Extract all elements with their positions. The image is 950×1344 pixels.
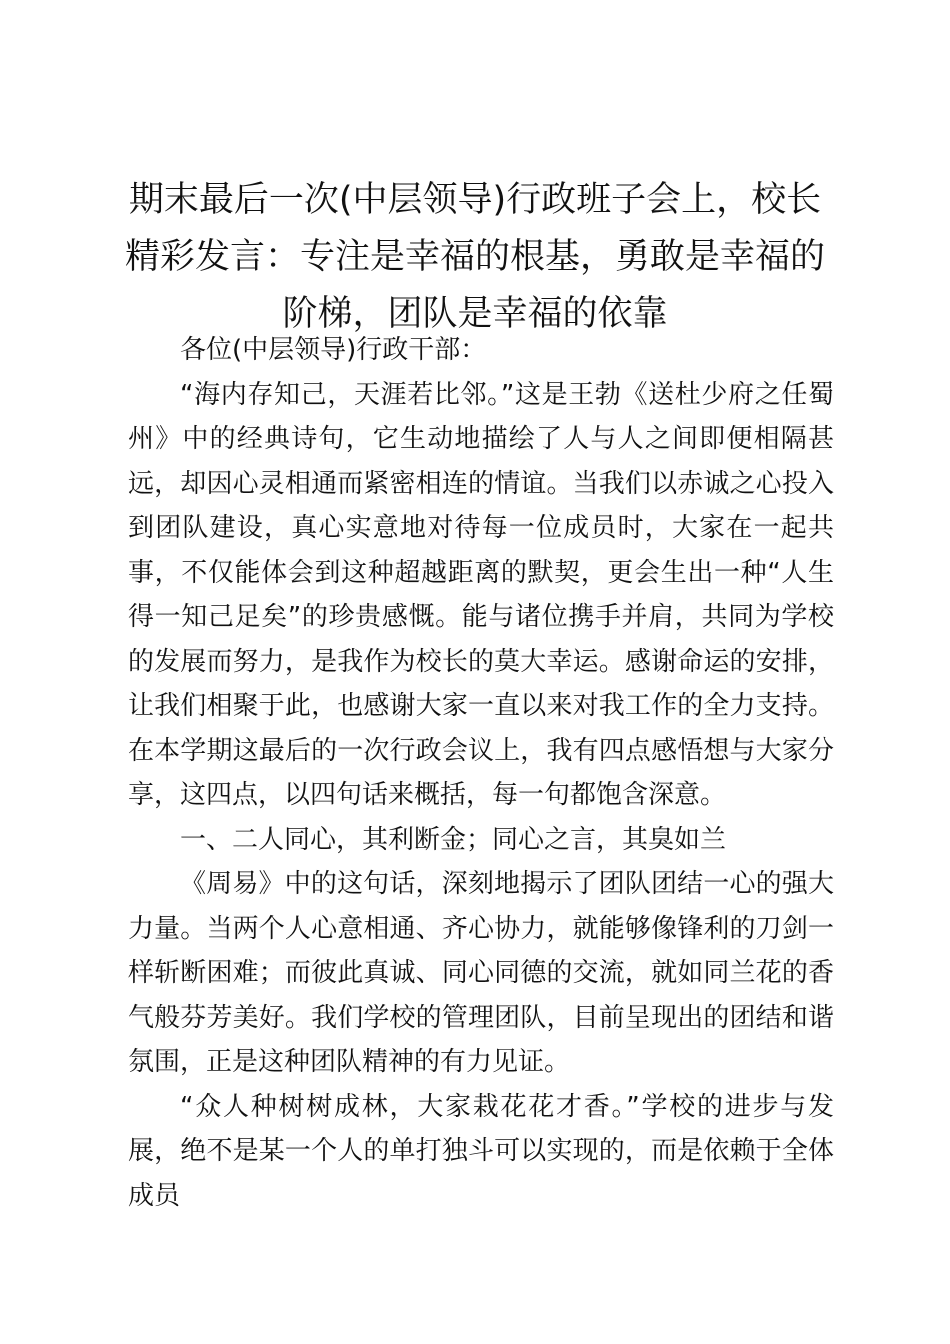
paragraph-intro: “海内存知己，天涯若比邻。”这是王勃《送杜少府之任蜀州》中的经典诗句，它生动地描绘了人与人之间即便相隔甚远，却因心灵相通而紧密相连的情谊。当我们以赤诚之心投入到团队建设，真心实意地对待每一位成员时，大家在一起共事，不仅能体会到这种超越距离的默契，更会生出一种“人生得一知己足矣”的珍贵感慨。能与诸位携手并肩，共同为学校的发展而努力，是我作为校长的莫大幸运。感谢命运的安排，让我们相聚于此，也感谢大家一直以来对我工作的全力支持。在本学期这最后的一次行政会议上，我有四点感悟想与大家分享，这四点，以四句话来概括，每一句都饱含深意。: [128, 379, 834, 810]
paragraph-zhouyi: 《周易》中的这句话，深刻地揭示了团队团结一心的强大力量。当两个人心意相通、齐心协力，就能够像锋利的刀剑一样斩断困难；而彼此真诚、同心同德的交流，就如同兰花的香气般芬芳美好。我们学校的管理团队，目前呈现出的团结和谐氛围，正是这种团队精神的有力见证。: [128, 869, 834, 1077]
greeting-line: 各位(中层领导)行政干部：: [180, 335, 487, 365]
document-title: 期末最后一次(中层领导)行政班子会上，校长精彩发言：专注是幸福的根基，勇敢是幸福的阶梯，团队是幸福的依靠: [124, 180, 825, 334]
document-body: [128, 328, 834, 1218]
paragraph-teamwork: “众人种树树成林，大家栽花花才香。”学校的进步与发展，绝不是某一个人的单打独斗可以实现的，而是依赖于全体成员: [128, 1091, 834, 1211]
section-heading-1: 一、二人同心，其利断金；同心之言，其臭如兰: [180, 824, 727, 855]
